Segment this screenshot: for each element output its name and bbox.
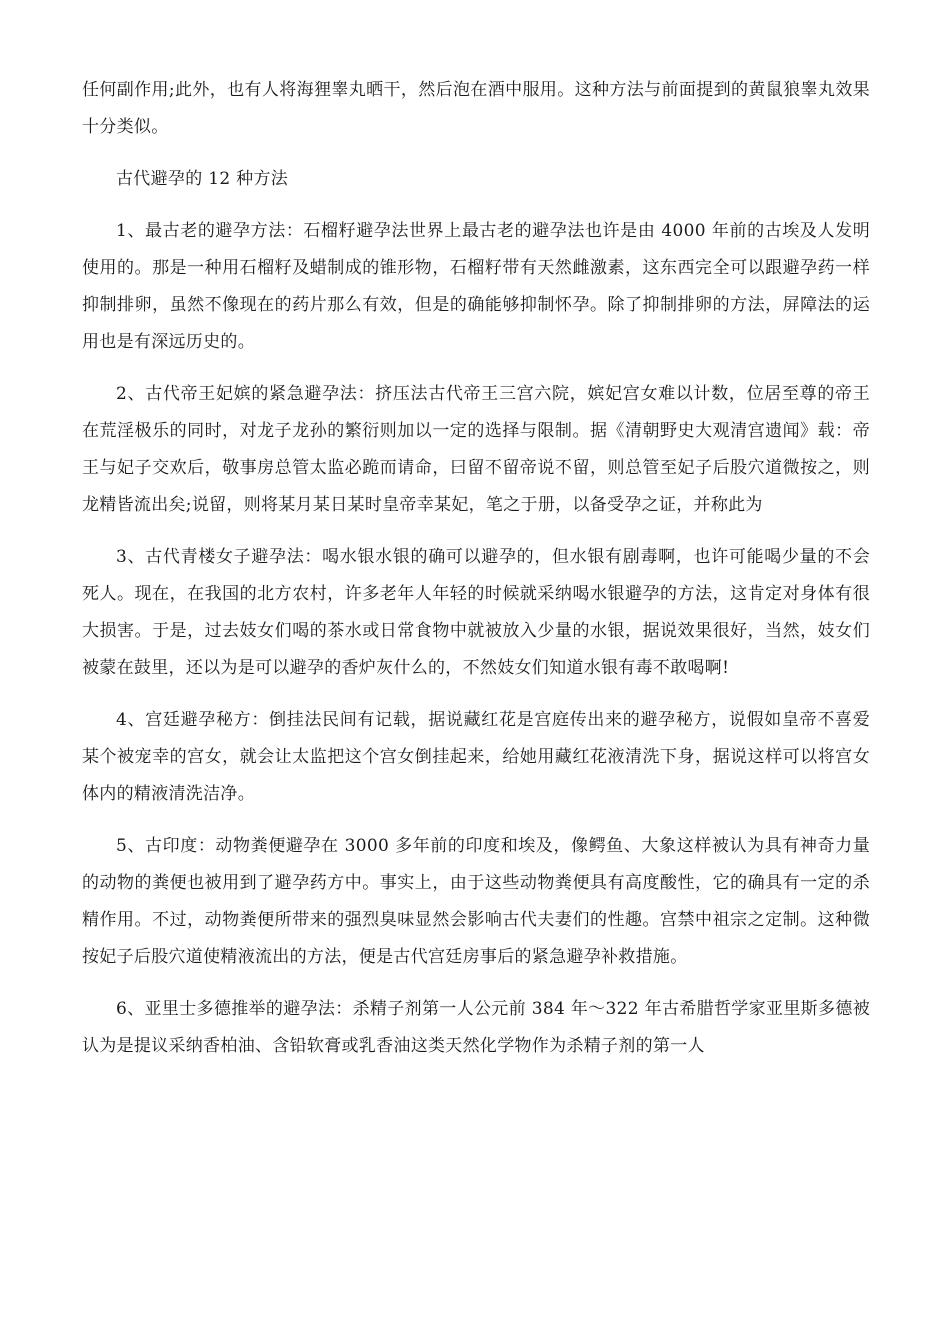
paragraph-method-6: 6、亚里士多德推举的避孕法：杀精子剂第一人公元前 384 年～322 年古希腊哲学家亚里斯多德被认为是提议采纳香柏油、含铅软膏或乳香油这类天然化学物作为杀精子剂的第一人 <box>82 999 870 1056</box>
document-page <box>82 72 870 1065</box>
paragraph-continuation: 任何副作用;此外，也有人将海狸睾丸晒干，然后泡在酒中服用。这种方法与前面提到的黄鼠狼睾丸效果十分类似。 <box>82 80 870 137</box>
section-heading: 古代避孕的 12 种方法 <box>116 169 289 189</box>
paragraph-method-2: 2、古代帝王妃嫔的紧急避孕法：挤压法古代帝王三宫六院，嫔妃宫女难以计数，位居至尊的帝王在荒淫极乐的同时，对龙子龙孙的繁衍则加以一定的选择与限制。据《清朝野史大观清宫遗闻》载：帝王与妃子交欢后，敬事房总管太监必跪而请命，曰留不留帝说不留，则总管至妃子后股穴道微按之，则龙精皆流出矣;说留，则将某月某日某时皇帝幸某妃，笔之于册，以备受孕之证，并称此为 <box>82 384 870 515</box>
paragraph-method-3: 3、古代青楼女子避孕法：喝水银水银的确可以避孕的，但水银有剧毒啊，也许可能喝少量的不会死人。现在，在我国的北方农村，许多老年人年轻的时候就采纳喝水银避孕的方法，这肯定对身体有很大损害。于是，过去妓女们喝的茶水或日常食物中就被放入少量的水银，据说效果很好，当然，妓女们被蒙在鼓里，还以为是可以避孕的香炉灰什么的，不然妓女们知道水银有毒不敢喝啊! <box>82 547 870 678</box>
paragraph-method-1: 1、最古老的避孕方法：石榴籽避孕法世界上最古老的避孕法也许是由 4000 年前的古埃及人发明使用的。那是一种用石榴籽及蜡制成的锥形物，石榴籽带有天然雌激素，这东西完全可以跟避孕药一样抑制排卵，虽然不像现在的药片那么有效，但是的确能够抑制怀孕。除了抑制排卵的方法，屏障法的运用也是有深远历史的。 <box>82 221 870 352</box>
paragraph-method-5: 5、古印度：动物粪便避孕在 3000 多年前的印度和埃及，像鳄鱼、大象这样被认为具有神奇力量的动物的粪便也被用到了避孕药方中。事实上，由于这些动物粪便具有高度酸性，它的确具有一定的杀精作用。不过，动物粪便所带来的强烈臭味显然会影响古代夫妻们的性趣。宫禁中祖宗之定制。这种微按妃子后股穴道使精液流出的方法，便是古代宫廷房事后的紧急避孕补救措施。 <box>82 836 870 967</box>
paragraph-method-4: 4、宫廷避孕秘方：倒挂法民间有记载，据说藏红花是宫庭传出来的避孕秘方，说假如皇帝不喜爱某个被宠幸的宫女，就会让太监把这个宫女倒挂起来，给她用藏红花液清洗下身，据说这样可以将宫女体内的精液清洗洁净。 <box>82 710 870 804</box>
